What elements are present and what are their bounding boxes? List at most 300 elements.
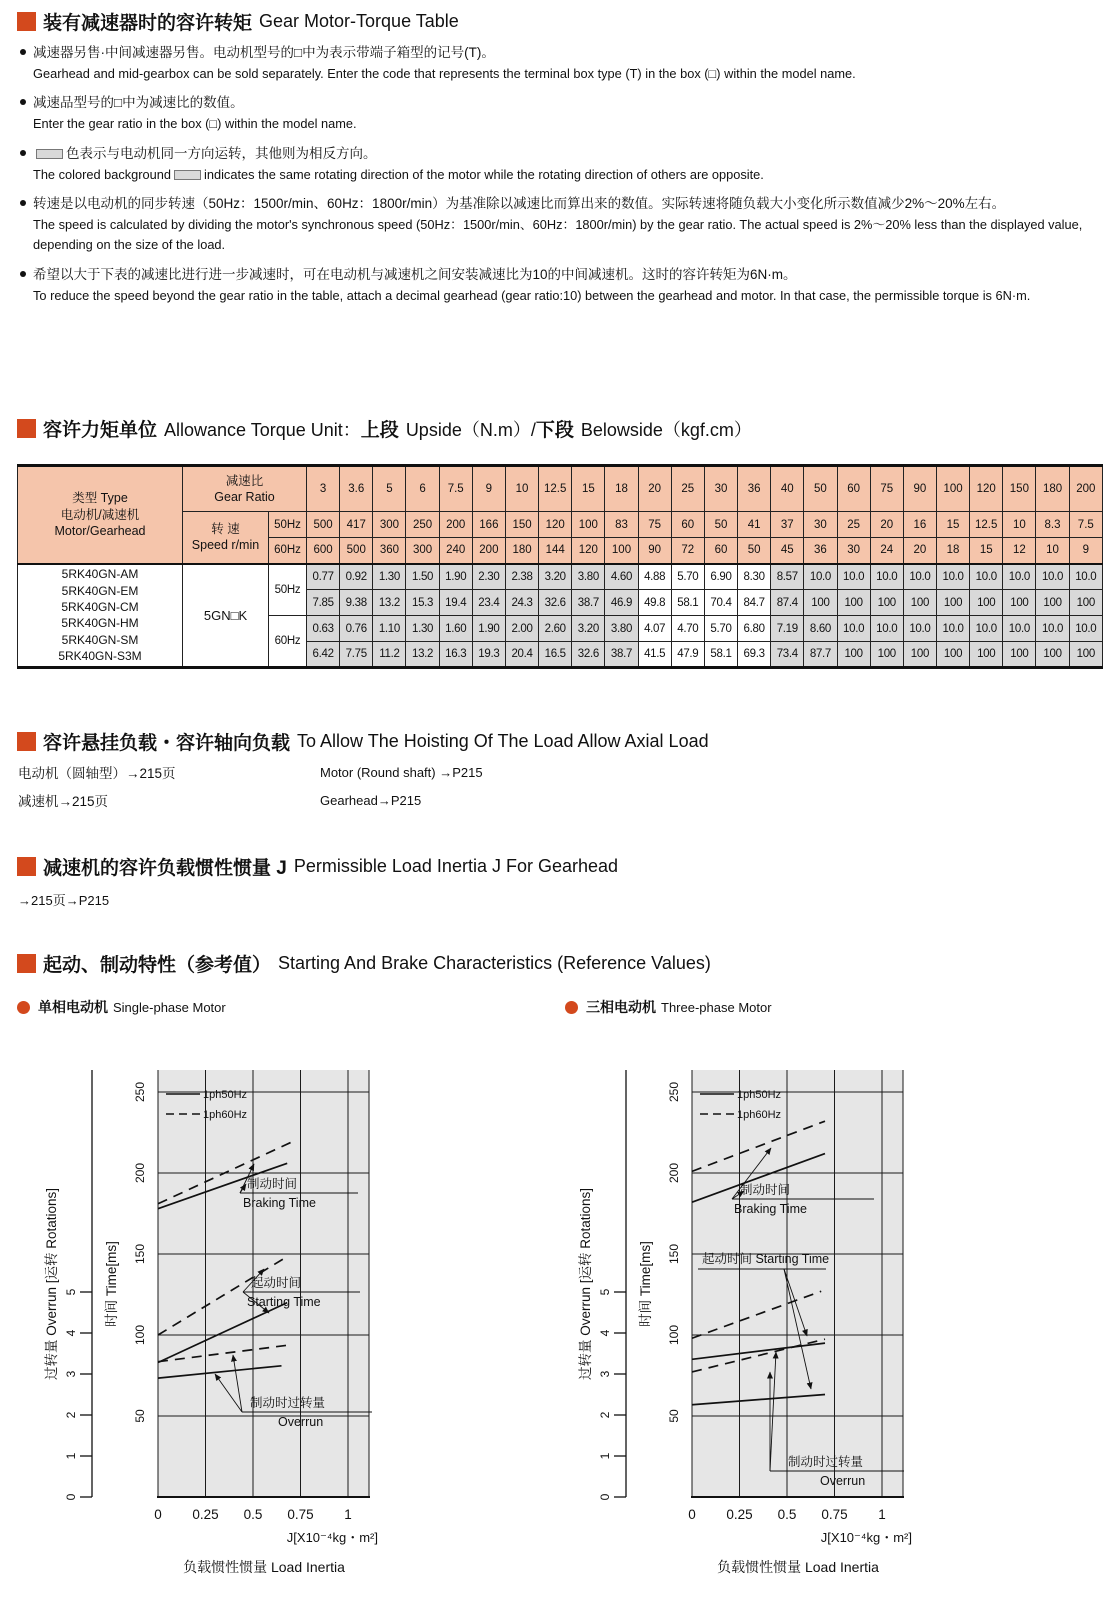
torque-value: 100	[837, 642, 870, 668]
overrun-axis-label: 过转量 Overrun [运转 Rotations]	[44, 1187, 59, 1381]
torque-value: 49.8	[638, 590, 671, 616]
torque-value: 10.0	[1069, 616, 1102, 642]
note-en: Gearhead and mid-gearbox can be sold separately. Enter the code that represents the terminal box type (T) in the box (□) within the model name.	[33, 65, 856, 81]
torque-value: 24.3	[505, 590, 538, 616]
load-inertia-label: 负载惯性惯量 Load Inertia	[717, 1559, 879, 1575]
torque-value: 3.20	[539, 564, 572, 590]
overrun-tick-label: 2	[64, 1411, 78, 1419]
time-axis-label: 时间 Time[ms]	[638, 1241, 653, 1327]
speed-value: 18	[936, 538, 969, 564]
torque-value: 10.0	[936, 564, 969, 590]
torque-value: 8.57	[771, 564, 804, 590]
torque-table-container	[17, 464, 1103, 669]
torque-value: 5.70	[704, 616, 737, 642]
overrun-axis-label: 过转量 Overrun [运转 Rotations]	[578, 1187, 593, 1381]
note-zh: 希望以大于下表的减速比进行进一步减速时，可在电动机与减速机之间安装减速比为10的中间减速机。这时的容许转矩为6N·m。	[33, 266, 797, 282]
gear-ratio-value: 3	[307, 466, 340, 512]
gear-ratio-value: 150	[1003, 466, 1036, 512]
torque-value: 100	[804, 590, 837, 616]
note-gear-ratio-box	[20, 92, 1102, 134]
torque-value: 19.3	[472, 642, 505, 668]
torque-value: 23.4	[472, 590, 505, 616]
speed-value: 500	[340, 538, 373, 564]
speed-value: 120	[539, 512, 572, 538]
torque-value: 0.77	[307, 564, 340, 590]
speed-value: 500	[307, 512, 340, 538]
torque-value: 8.30	[738, 564, 771, 590]
legend-label: 1ph60Hz	[737, 1109, 782, 1121]
gear-ratio-value: 6	[406, 466, 439, 512]
torque-value: 10.0	[1003, 564, 1036, 590]
section-title-zh: 装有减速器时的容许转矩	[43, 13, 253, 34]
legend-label: 1ph50Hz	[203, 1089, 248, 1101]
note-en-post: indicates the same rotating direction of the motor while the rotating direction of others are opposite.	[204, 166, 764, 182]
speed-value: 360	[373, 538, 406, 564]
torque-value: 70.4	[704, 590, 737, 616]
gear-ratio-value: 10	[505, 466, 538, 512]
torque-table	[17, 464, 1103, 669]
torque-value: 15.3	[406, 590, 439, 616]
x-tick-label: 1	[878, 1507, 886, 1522]
torque-value: 10.0	[1003, 616, 1036, 642]
gear-ratio-value: 100	[936, 466, 969, 512]
torque-value: 8.60	[804, 616, 837, 642]
note-decimal-gearhead	[20, 264, 1102, 306]
torque-value: 100	[903, 590, 936, 616]
torque-value: 47.9	[671, 642, 704, 668]
type-header: 类型 Type 电动机/减速机 Motor/Gearhead	[18, 466, 183, 564]
annotation-label-zh: 制动时间	[247, 1177, 298, 1191]
gear-ratio-value: 12.5	[539, 466, 572, 512]
overrun-tick-label: 2	[598, 1411, 612, 1419]
torque-value: 100	[970, 642, 1003, 668]
section-marker-icon	[17, 419, 36, 438]
time-tick-label: 50	[133, 1409, 147, 1423]
three-phase-motor-label	[565, 997, 772, 1017]
time-tick-label: 100	[133, 1324, 147, 1346]
speed-value: 41	[738, 512, 771, 538]
x-axis-label: J[X10⁻⁴kg・m²]	[820, 1530, 912, 1545]
torque-value: 19.4	[439, 590, 472, 616]
torque-value: 100	[903, 642, 936, 668]
annotation-label-en: Overrun	[278, 1415, 324, 1429]
note-speed-calculation	[20, 193, 1102, 256]
hoisting-ref-motor	[18, 760, 483, 788]
torque-value: 0.63	[307, 616, 340, 642]
torque-value: 73.4	[771, 642, 804, 668]
section-characteristics	[17, 950, 711, 977]
speed-value: 75	[638, 512, 671, 538]
torque-value: 46.9	[605, 590, 638, 616]
gearhead-code: 5GN□K	[183, 564, 269, 668]
overrun-tick-label: 4	[64, 1329, 78, 1337]
speed-value: 20	[903, 538, 936, 564]
torque-value: 1.10	[373, 616, 406, 642]
gear-ratio-value: 3.6	[340, 466, 373, 512]
overrun-tick-label: 0	[598, 1493, 612, 1501]
speed-value: 36	[804, 538, 837, 564]
torque-value: 4.07	[638, 616, 671, 642]
torque-value: 100	[1036, 590, 1069, 616]
torque-value: 3.80	[605, 616, 638, 642]
speed-value: 10	[1003, 512, 1036, 538]
speed-value: 200	[472, 538, 505, 564]
annotation-label-en: Braking Time	[243, 1196, 316, 1210]
speed-value: 144	[539, 538, 572, 564]
legend-label: 1ph50Hz	[737, 1089, 782, 1101]
gear-ratio-value: 30	[704, 466, 737, 512]
speed-value: 100	[605, 538, 638, 564]
speed-value: 200	[439, 512, 472, 538]
torque-value: 100	[1003, 590, 1036, 616]
torque-value: 100	[936, 642, 969, 668]
speed-value: 20	[870, 512, 903, 538]
speed-value: 25	[837, 512, 870, 538]
x-tick-label: 0.5	[777, 1507, 797, 1522]
torque-value: 10.0	[837, 616, 870, 642]
inertia-title-zh: 减速机的容许负载惯性惯量 J	[43, 858, 287, 879]
x-tick-label: 0.75	[287, 1507, 314, 1522]
annotation-label: 起动时间 Starting Time	[702, 1252, 830, 1266]
torque-value: 2.38	[505, 564, 538, 590]
speed-value: 7.5	[1069, 512, 1102, 538]
single-phase-zh: 单相电动机	[38, 999, 108, 1015]
gear-ratio-header: 减速比 Gear Ratio	[183, 466, 307, 512]
bullet-icon	[20, 49, 26, 55]
torque-value: 3.80	[572, 564, 605, 590]
gear-ratio-value: 36	[738, 466, 771, 512]
torque-unit-belowside-zh: 下段	[535, 420, 574, 441]
speed-value: 24	[870, 538, 903, 564]
torque-value: 1.30	[373, 564, 406, 590]
section-torque-unit	[17, 415, 752, 442]
gear-ratio-value: 20	[638, 466, 671, 512]
torque-value: 6.80	[738, 616, 771, 642]
torque-value: 32.6	[572, 642, 605, 668]
gear-ratio-value: 9	[472, 466, 505, 512]
torque-unit-upside-en: Upside（N.m）/	[405, 419, 536, 440]
gear-ratio-value: 25	[671, 466, 704, 512]
same-direction-swatch	[174, 170, 201, 180]
freq-label: 60Hz	[269, 538, 307, 564]
torque-value: 5.70	[671, 564, 704, 590]
time-tick-label: 200	[667, 1162, 681, 1184]
freq-label: 60Hz	[269, 616, 307, 668]
annotation-label-zh: 起动时间	[251, 1276, 302, 1290]
same-direction-swatch	[36, 149, 63, 159]
torque-value: 4.60	[605, 564, 638, 590]
torque-unit-zh: 容许力矩单位	[43, 420, 158, 441]
plot-area	[692, 1070, 903, 1497]
gear-ratio-value: 5	[373, 466, 406, 512]
x-tick-label: 0	[688, 1507, 696, 1522]
speed-value: 72	[671, 538, 704, 564]
torque-value: 10.0	[1069, 564, 1102, 590]
section-load-inertia	[17, 853, 618, 880]
torque-value: 87.4	[771, 590, 804, 616]
speed-value: 600	[307, 538, 340, 564]
overrun-tick-label: 3	[598, 1370, 612, 1378]
torque-value: 38.7	[605, 642, 638, 668]
torque-value: 10.0	[970, 564, 1003, 590]
speed-value: 30	[804, 512, 837, 538]
speed-value: 60	[671, 512, 704, 538]
overrun-tick-label: 1	[64, 1452, 78, 1460]
speed-value: 10	[1036, 538, 1069, 564]
gear-ratio-value: 15	[572, 466, 605, 512]
bullet-icon	[20, 150, 26, 156]
speed-value: 8.3	[1036, 512, 1069, 538]
chart-canvas	[574, 1040, 1074, 1618]
gear-ratio-value: 60	[837, 466, 870, 512]
torque-value: 10.0	[870, 616, 903, 642]
speed-value: 9	[1069, 538, 1102, 564]
speed-value: 37	[771, 512, 804, 538]
time-tick-label: 150	[667, 1243, 681, 1265]
note-zh: 色表示与电动机同一方向运转，其他则为相反方向。	[66, 145, 377, 161]
speed-value: 120	[572, 538, 605, 564]
section-hoisting-load	[17, 728, 709, 755]
speed-value: 166	[472, 512, 505, 538]
speed-value: 50	[738, 538, 771, 564]
inertia-page-ref: →215页→P215	[18, 893, 110, 908]
chart-canvas	[40, 1040, 540, 1618]
torque-value: 84.7	[738, 590, 771, 616]
torque-value: 100	[1069, 642, 1102, 668]
torque-value: 10.0	[804, 564, 837, 590]
torque-value: 58.1	[704, 642, 737, 668]
torque-value: 13.2	[406, 642, 439, 668]
note-en: To reduce the speed beyond the gear ratio in the table, attach a decimal gearhead (gear ratio:10) between the gearhead and motor. In that case, the permissible torque is 6N·m.	[33, 287, 1031, 303]
section-marker-icon	[17, 954, 36, 973]
torque-value: 10.0	[970, 616, 1003, 642]
note-zh: 转速是以电动机的同步转速（50Hz：1500r/min、60Hz：1800r/min）为基准除以减速比而算出来的数值。实际转速将随负载大小变化所示数值减少2%～20%左右。	[33, 195, 1006, 211]
torque-value: 16.5	[539, 642, 572, 668]
freq-label: 50Hz	[269, 564, 307, 616]
time-tick-label: 200	[133, 1162, 147, 1184]
section-marker-icon	[17, 12, 36, 31]
torque-value: 0.92	[340, 564, 373, 590]
time-tick-label: 100	[667, 1324, 681, 1346]
torque-value: 100	[837, 590, 870, 616]
speed-value: 300	[373, 512, 406, 538]
speed-value: 12.5	[970, 512, 1003, 538]
torque-value: 10.0	[936, 616, 969, 642]
torque-value: 4.70	[671, 616, 704, 642]
torque-value: 1.30	[406, 616, 439, 642]
note-en: The speed is calculated by dividing the motor's synchronous speed (50Hz：1500r/min、60Hz：1800r/min) by the gear ratio. The actual speed is 2%～20% less than the displayed value, depending on the size of the load.	[33, 216, 1083, 253]
three-phase-en: Three-phase Motor	[661, 999, 772, 1015]
gear-ratio-value: 120	[970, 466, 1003, 512]
torque-value: 10.0	[903, 616, 936, 642]
speed-value: 250	[406, 512, 439, 538]
gear-ratio-value: 180	[1036, 466, 1069, 512]
gear-ratio-value: 18	[605, 466, 638, 512]
x-tick-label: 0.75	[821, 1507, 848, 1522]
overrun-tick-label: 4	[598, 1329, 612, 1337]
annotation-label-en: Braking Time	[734, 1202, 807, 1216]
single-phase-en: Single-phase Motor	[113, 999, 226, 1015]
time-tick-label: 50	[667, 1409, 681, 1423]
torque-value: 1.90	[439, 564, 472, 590]
x-tick-label: 1	[344, 1507, 352, 1522]
torque-unit-upside-zh: 上段	[360, 420, 399, 441]
annotation-label-zh: 制动时过转量	[250, 1396, 326, 1410]
torque-value: 2.60	[539, 616, 572, 642]
torque-value: 2.30	[472, 564, 505, 590]
three-phase-chart	[574, 1040, 1074, 1618]
torque-value: 9.38	[340, 590, 373, 616]
torque-value: 10.0	[1036, 564, 1069, 590]
torque-value: 13.2	[373, 590, 406, 616]
speed-value: 50	[704, 512, 737, 538]
bullet-icon	[20, 271, 26, 277]
single-phase-motor-label	[17, 997, 226, 1017]
torque-value: 2.00	[505, 616, 538, 642]
note-rotation-direction	[20, 143, 1102, 185]
legend-label: 1ph60Hz	[203, 1109, 248, 1121]
torque-value: 10.0	[903, 564, 936, 590]
torque-value: 32.6	[539, 590, 572, 616]
notes-list	[20, 42, 1102, 314]
three-phase-zh: 三相电动机	[586, 999, 656, 1015]
torque-value: 20.4	[505, 642, 538, 668]
time-tick-label: 250	[667, 1081, 681, 1103]
section-marker-icon	[17, 732, 36, 751]
gear-ratio-value: 40	[771, 466, 804, 512]
torque-value: 16.3	[439, 642, 472, 668]
torque-value: 7.75	[340, 642, 373, 668]
torque-value: 100	[1003, 642, 1036, 668]
note-zh: 减速器另售·中间减速器另售。电动机型号的□中为表示带端子箱型的记号(T)。	[33, 45, 495, 60]
torque-value: 1.90	[472, 616, 505, 642]
gear-ratio-value: 7.5	[439, 466, 472, 512]
speed-value: 300	[406, 538, 439, 564]
speed-value: 15	[936, 512, 969, 538]
characteristics-title-zh: 起动、制动特性（参考值）	[43, 955, 272, 976]
speed-value: 240	[439, 538, 472, 564]
annotation-label-en: Starting Time	[247, 1295, 321, 1309]
torque-value: 10.0	[837, 564, 870, 590]
characteristics-title-en: Starting And Brake Characteristics (Reference Values)	[278, 953, 711, 973]
speed-value: 45	[771, 538, 804, 564]
x-tick-label: 0	[154, 1507, 162, 1522]
overrun-tick-label: 3	[64, 1370, 78, 1378]
speed-value: 30	[837, 538, 870, 564]
x-axis-label: J[X10⁻⁴kg・m²]	[286, 1530, 378, 1545]
gear-ratio-value: 75	[870, 466, 903, 512]
section-title-en: Gear Motor-Torque Table	[259, 11, 459, 31]
annotation-label-en: Overrun	[820, 1474, 866, 1488]
torque-value: 87.7	[804, 642, 837, 668]
speed-value: 100	[572, 512, 605, 538]
torque-value: 4.88	[638, 564, 671, 590]
overrun-tick-label: 5	[598, 1288, 612, 1296]
torque-value: 41.5	[638, 642, 671, 668]
speed-value: 150	[505, 512, 538, 538]
gear-ratio-value: 50	[804, 466, 837, 512]
torque-value: 38.7	[572, 590, 605, 616]
speed-value: 16	[903, 512, 936, 538]
x-tick-label: 0.5	[243, 1507, 263, 1522]
hoisting-title-en: To Allow The Hoisting Of The Load Allow Axial Load	[297, 731, 709, 751]
torque-value: 10.0	[870, 564, 903, 590]
torque-value: 6.90	[704, 564, 737, 590]
torque-value: 6.42	[307, 642, 340, 668]
torque-value: 3.20	[572, 616, 605, 642]
torque-value: 100	[870, 642, 903, 668]
overrun-tick-label: 1	[598, 1452, 612, 1460]
speed-header: 转 速 Speed r/min	[183, 512, 269, 564]
speed-value: 60	[704, 538, 737, 564]
hoisting-gearhead-en: Gearhead→P215	[320, 792, 422, 808]
time-tick-label: 250	[133, 1081, 147, 1103]
torque-value: 100	[1036, 642, 1069, 668]
torque-value: 1.60	[439, 616, 472, 642]
torque-unit-belowside-en: Belowside（kgf.cm）	[580, 419, 752, 440]
bullet-icon	[20, 99, 26, 105]
torque-value: 100	[870, 590, 903, 616]
table-row	[18, 564, 1103, 590]
torque-value: 10.0	[1036, 616, 1069, 642]
speed-value: 83	[605, 512, 638, 538]
torque-value: 7.85	[307, 590, 340, 616]
torque-value: 0.76	[340, 616, 373, 642]
freq-label: 50Hz	[269, 512, 307, 538]
orange-dot-icon	[17, 1001, 30, 1014]
speed-value: 12	[1003, 538, 1036, 564]
torque-value: 58.1	[671, 590, 704, 616]
note-gearhead-sold-separately	[20, 42, 1102, 84]
overrun-tick-label: 0	[64, 1493, 78, 1501]
speed-value: 90	[638, 538, 671, 564]
gear-ratio-value: 200	[1069, 466, 1102, 512]
torque-value: 69.3	[738, 642, 771, 668]
inertia-title-en: Permissible Load Inertia J For Gearhead	[293, 856, 619, 876]
hoisting-motor-zh: 电动机（圆轴型）→215页	[18, 766, 176, 781]
overrun-tick-label: 5	[64, 1288, 78, 1296]
torque-unit-en: Allowance Torque Unit：	[164, 419, 361, 440]
annotation-label-zh: 制动时过转量	[788, 1455, 864, 1469]
x-tick-label: 0.25	[192, 1507, 219, 1522]
bullet-icon	[20, 200, 26, 206]
hoisting-motor-en: Motor (Round shaft) →P215	[320, 765, 483, 780]
torque-value: 1.50	[406, 564, 439, 590]
hoisting-references	[18, 760, 483, 815]
speed-value: 417	[340, 512, 373, 538]
section-gear-motor-torque	[17, 8, 459, 35]
note-en-pre: The colored background	[33, 166, 172, 182]
load-inertia-label: 负载惯性惯量 Load Inertia	[183, 1559, 345, 1575]
torque-value: 100	[1069, 590, 1102, 616]
time-axis-label: 时间 Time[ms]	[104, 1241, 119, 1327]
note-en: Enter the gear ratio in the box (□) within the model name.	[33, 116, 357, 132]
torque-value: 100	[970, 590, 1003, 616]
note-zh: 减速品型号的□中为减速比的数值。	[33, 95, 244, 111]
section-marker-icon	[17, 857, 36, 876]
hoisting-ref-gearhead	[18, 788, 483, 816]
speed-value: 180	[505, 538, 538, 564]
x-tick-label: 0.25	[726, 1507, 753, 1522]
speed-value: 15	[970, 538, 1003, 564]
gear-ratio-value: 90	[903, 466, 936, 512]
orange-dot-icon	[565, 1001, 578, 1014]
time-tick-label: 150	[133, 1243, 147, 1265]
hoisting-title-zh: 容许悬挂负载・容许轴向负载	[43, 733, 291, 754]
annotation-label-zh: 制动时间	[740, 1183, 791, 1197]
single-phase-chart	[40, 1040, 540, 1618]
torque-value: 100	[936, 590, 969, 616]
